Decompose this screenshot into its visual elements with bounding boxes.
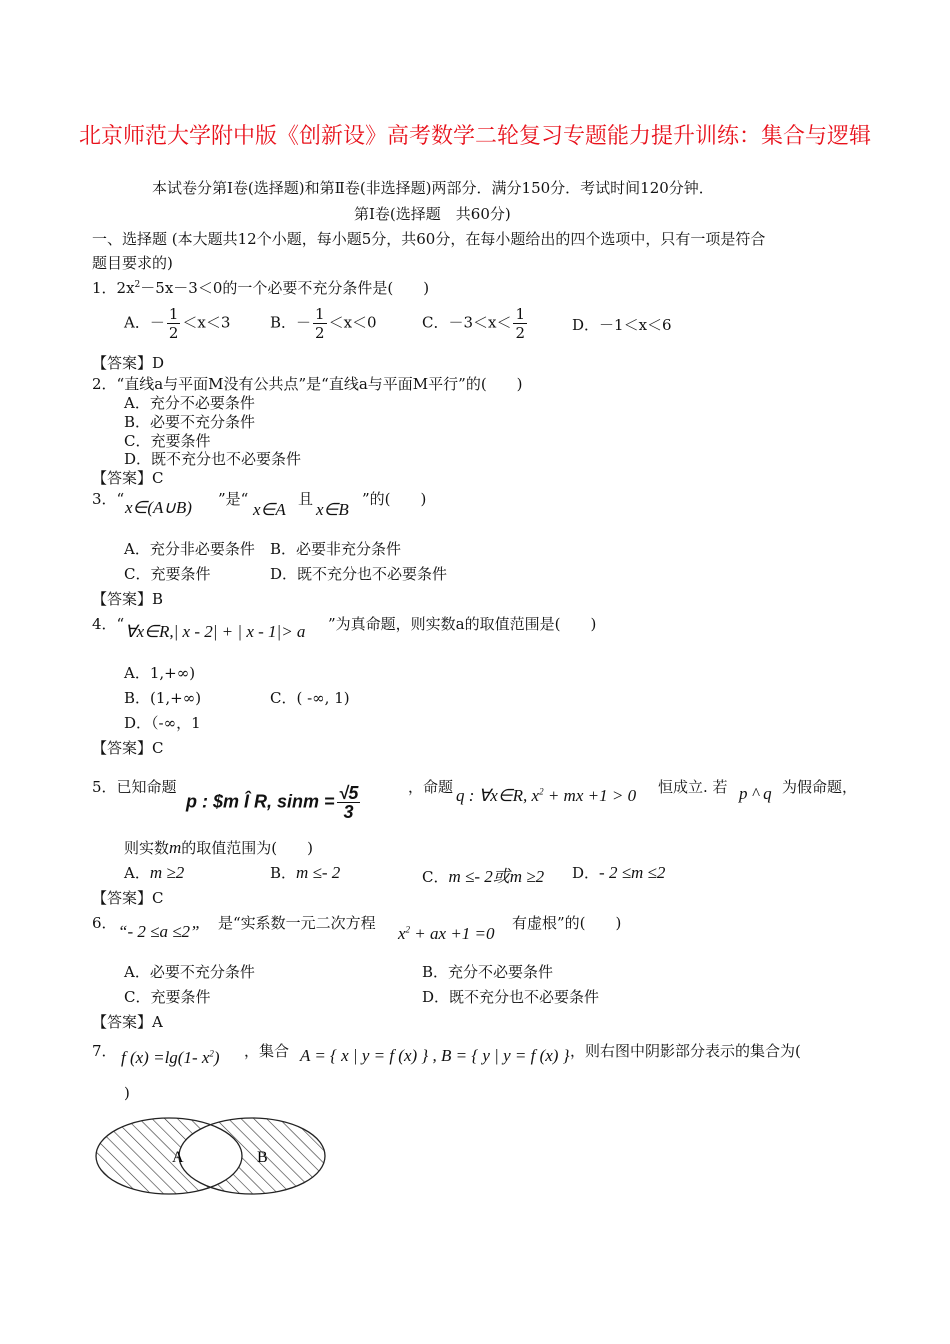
question-5-option-b: B．m ≤- 2 — [270, 863, 341, 882]
question-3-math-1: x∈(A∪B) — [125, 498, 192, 517]
question-1-stem: 1．$2x^2-5x-3<0$的一个必要不充分条件是( ) — [92, 279, 430, 297]
venn-diagram — [92, 1110, 332, 1200]
question-6-stem-a: 6． — [92, 914, 117, 932]
question-3-stem-a: 3．“ — [92, 490, 125, 508]
section-heading: 一、选择题 (本大题共12个小题，每小题5分，共60分，在每小题给出的四个选项中，只有一项是符合 — [92, 230, 766, 248]
question-2-option-c: C．充要条件 — [124, 432, 211, 450]
question-3-option-a: A．充分非必要条件 — [124, 540, 255, 558]
question-5-option-c: C．m ≤- 2或m ≥2 — [422, 867, 545, 886]
question-7-stem-line2: ) — [124, 1084, 130, 1102]
question-6-stem-c: 有虚根”的( ) — [512, 914, 622, 932]
question-5-option-a: A．m ≥2 — [124, 863, 185, 882]
question-3-math-2: x∈A — [253, 500, 286, 519]
question-1-answer: 【答案】D — [92, 354, 165, 372]
question-2-option-b: B．必要不充分条件 — [124, 413, 256, 431]
question-2-option-a: A．充分不必要条件 — [124, 394, 255, 412]
question-3-stem-c: 且 — [298, 490, 314, 508]
question-5-answer: 【答案】C — [92, 889, 164, 907]
question-3-math-3: x∈B — [316, 500, 349, 519]
question-6-option-d: D．既不充分也不必要条件 — [422, 988, 600, 1006]
question-2-answer: 【答案】C — [92, 469, 164, 487]
question-2-option-d: D．既不充分也不必要条件 — [124, 450, 302, 468]
question-6-math-1: “- 2 ≤a ≤2” — [118, 922, 200, 941]
section-heading-cont: 题目要求的) — [92, 254, 173, 272]
question-5-option-d: D．- 2 ≤m ≤2 — [572, 863, 666, 882]
question-7-stem-b: ，集合 — [244, 1042, 290, 1060]
question-7-math-2: A = { x | y = f (x) } , B = { y | y = f (x) } — [300, 1046, 570, 1065]
question-6-math-2: $x^2$ + ax +1 =0 — [398, 924, 495, 943]
intro-text: 本试卷分第Ⅰ卷(选择题)和第Ⅱ卷(非选择题)两部分．满分150分．考试时间120分钟． — [152, 179, 714, 197]
question-3-option-b: B．必要非充分条件 — [270, 540, 402, 558]
question-5-stem-line2: 则实数m的取值范围为( ) — [124, 838, 314, 857]
question-5-stem-a: 5．已知命题 — [92, 778, 177, 796]
question-4-stem-a: 4．“ — [92, 615, 125, 633]
question-1-option-d: D．－1＜x＜6 — [572, 316, 672, 334]
question-6-option-c: C．充要条件 — [124, 988, 211, 1006]
question-3-option-c: C．充要条件 — [124, 565, 211, 583]
page-title: 北京师范大学附中版《创新设》高考数学二轮复习专题能力提升训练：集合与逻辑 — [78, 124, 871, 149]
question-6-option-b: B．充分不必要条件 — [422, 963, 554, 981]
question-6-option-a: A．必要不充分条件 — [124, 963, 255, 981]
question-5-stem-b: ，命题 — [408, 778, 454, 796]
question-7-stem-a: 7． — [92, 1042, 117, 1060]
question-7-math-1: f (x) =lg(1- $x^2$) — [121, 1048, 220, 1067]
question-5-stem-d: 为假命题， — [782, 778, 858, 796]
question-1-option-a: A．－ $\frac{1}{2}$ ＜x＜3 — [124, 305, 231, 342]
question-4-option-c: C．( -∞, 1) — [270, 689, 350, 707]
question-4-math: ∀x∈R,| x - 2| + | x - 1|> a — [125, 622, 306, 641]
part-title: 第Ⅰ卷(选择题 共60分) — [354, 205, 511, 223]
question-4-option-d: D．（-∞，1 — [124, 714, 201, 732]
question-3-stem-b: ”是“ — [218, 490, 249, 508]
question-3-stem-d: ”的( ) — [362, 490, 427, 508]
question-4-stem-b: ”为真命题，则实数a的取值范围是( ) — [328, 615, 597, 633]
question-4-option-a: A．1,+∞) — [124, 664, 196, 682]
question-7-stem-c: ，则右图中阴影部分表示的集合为( — [570, 1042, 801, 1060]
venn-label-a: A — [172, 1149, 184, 1166]
venn-label-b: B — [257, 1149, 268, 1166]
question-5-math-1: p : $m Î R, sinm = $\frac{√5}{3}$ — [186, 783, 359, 822]
question-2-stem: 2．“直线a与平面M没有公共点”是“直线a与平面M平行”的( ) — [92, 375, 523, 393]
question-5-math-3: p ^ q — [739, 784, 772, 803]
question-4-option-b: B．(1,+∞) — [124, 689, 202, 707]
question-6-stem-b: 是“实系数一元二次方程 — [218, 914, 376, 932]
question-5-stem-c: 恒成立. 若 — [658, 778, 728, 796]
question-1-option-c: C．－3＜x＜ $\frac{1}{2}$ — [422, 305, 526, 342]
question-3-answer: 【答案】B — [92, 590, 164, 608]
question-6-answer: 【答案】A — [92, 1013, 163, 1031]
question-1-option-b: B．－ $\frac{1}{2}$ ＜x＜0 — [270, 305, 377, 342]
question-5-math-2: q : ∀x∈R, $x^2$ + mx +1 > 0 — [456, 786, 637, 805]
question-3-option-d: D．既不充分也不必要条件 — [270, 565, 448, 583]
question-4-answer: 【答案】C — [92, 739, 164, 757]
